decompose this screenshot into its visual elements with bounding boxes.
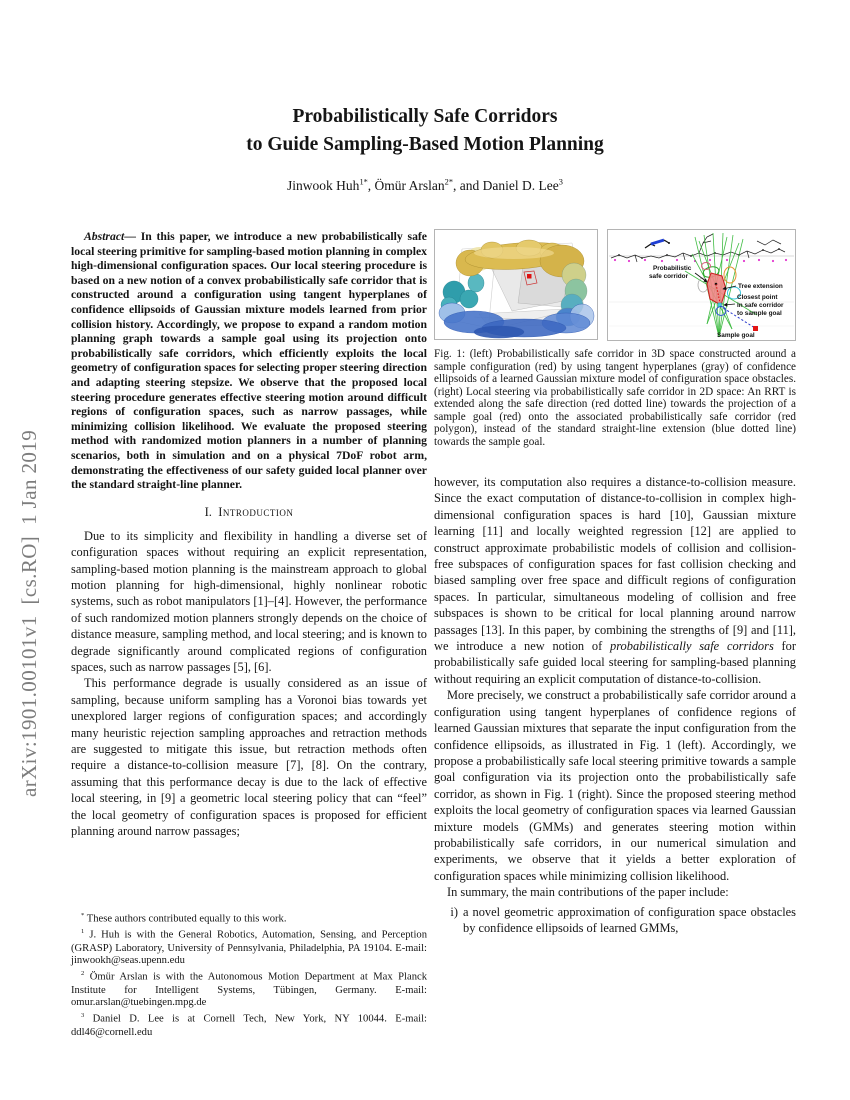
label-probabilistic-safe-corridor-line1: Probabilistic bbox=[653, 265, 692, 272]
figure-1-right-panel-2d-steering bbox=[607, 229, 796, 341]
label-tree-extension: Tree extension bbox=[738, 283, 783, 290]
abstract: Abstract— In this paper, we introduce a new probabilistically safe local steering primitive for sampling-based motion planning in complex high-dimensional configuration spaces. Our local steering procedure is based on a new notion of a convex probabilistically safe corridor that is constructed around a configuration using tangent hyperplanes of confidence ellipsoids of Gaussian mixture models learned from prior collision history. Accordingly, we propose to expand a random motion planning graph towards a sample goal using its projection onto probabilistically safe corridors, which efficiently exploits the local geometry of configuration spaces for selecting proper steering direction and adapting steering stepsize. We observe that the proposed local steering procedure generates effective steering motion around difficult regions of configuration spaces, such as narrow passages, while minimizing collision likelihood. We evaluate the proposed steering method with randomized motion planners in a number of planning scenarios, both in simulation and on a physical 7DoF robot arm, demonstrating the effectiveness of our safety guided local planner over the standard straight-line planner. bbox=[71, 230, 427, 492]
figure-1 bbox=[434, 229, 796, 341]
label-sample-goal: Sample goal bbox=[717, 332, 755, 339]
label-closest-point-line2: in safe corridor bbox=[737, 302, 784, 309]
right-column bbox=[434, 229, 796, 936]
author-3: Daniel D. Lee$^3$ bbox=[482, 177, 563, 193]
abstract-label: Abstract bbox=[84, 230, 125, 243]
sample-goal-marker bbox=[753, 326, 758, 331]
sample-configuration-marker bbox=[527, 274, 532, 279]
closest-point-marker bbox=[718, 303, 722, 307]
label-closest-point-line1: Closest point bbox=[737, 294, 778, 301]
arxiv-watermark: arXiv:1901.00101v1 [cs.RO] 1 Jan 2019 bbox=[17, 429, 41, 797]
footnote-author-3: $^3$ Daniel D. Lee is at Cornell Tech, New York, NY 10044. E-mail: ddl46@cornell.edu bbox=[71, 1012, 427, 1038]
author-2: Ömür Arslan$^{2*}$, and bbox=[374, 177, 483, 193]
footnote-author-2: $^2$ Ömür Arslan is with the Autonomous Motion Department at Max Planck Institute for Intelligent Systems, Tübingen, Germany. E-mail: omur.arslan@tuebingen.mpg.de bbox=[71, 970, 427, 1009]
label-probabilistic-safe-corridor-line2: safe corridor bbox=[649, 273, 689, 280]
intro-paragraph-1: Due to its simplicity and flexibility in handling a diverse set of configuration spaces without requiring an explicit representation, sampling-based motion planning is the mainstream approach to global motion planning for high-dimensional, highly nonlinear robotic systems, such as robot manipulators [1]–[4]. However, the performance of such randomized motion planners strongly depends on the choice of distance measure, sampling method, and local steering; and is known to degrade significantly around complicated regions of configuration spaces, such as narrow passages [5], [6]. bbox=[71, 528, 427, 674]
left-column bbox=[71, 230, 427, 839]
body-paragraph-2: More precisely, we construct a probabilistically safe corridor around a configuration using tangent hyperplanes of confidence regions of learned Gaussian mixtures that separate the input configuration from the confidence ellipsoids, as illustrated in Fig. 1 (left). Accordingly, we propose a probabilistically safe local steering primitive towards a sample goal configuration via its projection onto the probabilistically safe corridor, as shown in Fig. 1 (right). Since the proposed steering method exploits the local geometry of configuration spaces via learned Gaussian mixture models (GMMs) and generates steering motion within probabilistically safe corridors, in our numerical simulation and experiments, we observe that it yields a better exploration of configuration spaces while minimizing collision likelihood. bbox=[434, 688, 796, 883]
body-paragraph-1: however, its computation also requires a distance-to-collision measure. Since the exact computation of distance-to-collision in complex high-dimensional configuration spaces is hard [10], Gaussian mixture learning [11] and locally weighted regression [12] are applied to construct approximate probabilistic models of collision and collision-free subspaces of configuration spaces for fast collision checking and biased sampling over free space and difficult regions of configuration spaces. In particular, simultaneous modeling of collision and free subspaces is shown to be critical for local planning around narrow passages [13]. In this paper, by combining the strengths of [9] and [11], we introduce a new notion of probabilistically safe corridors for probabilistically safe guided local steering for sampling-based planning without requiring an explicit computation of distance-to-collision. bbox=[434, 475, 796, 686]
footnote-equal-contribution: * These authors contributed equally to this work. bbox=[81, 912, 287, 925]
label-closest-point-line3: to sample goal bbox=[737, 310, 782, 317]
paper-title-line1: Probabilistically Safe Corridors bbox=[292, 106, 558, 127]
author-line bbox=[0, 177, 850, 194]
paper-title-line2: to Guide Sampling-Based Motion Planning bbox=[246, 134, 604, 155]
figure-1-left-panel-3d-corridor bbox=[434, 229, 598, 340]
footnote-author-1: $^1$ J. Huh is with the General Robotics, Automation, Sensing, and Perception (GRASP) Laboratory, University of Pennsylvania, Philadelphia, PA 19104. E-mail: jinwookh@seas.upenn.edu bbox=[71, 928, 427, 967]
figure-1-caption: Fig. 1: (left) Probabilistically safe corridor in 3D space constructed around a sample configuration (red) by using tangent hyperplanes (gray) of confidence ellipsoids of a learned Gaussian mixture model of configuration space obstacles. (right) Local steering via probabilistically safe corridor in 2D space: An RRT is extended along the safe direction (red dotted line) towards the projection of a sample goal (red) onto the associated probabilistically safe corridor (red polygon), instead of the standard straight-line extension (blue dotted line) towards the sample goal. bbox=[434, 348, 796, 448]
intro-paragraph-2: This performance degrade is usually considered as an issue of sampling, because uniform sampling has a Voronoi bias towards yet unexplored larger regions of configuration spaces; and accordingly many heuristic rejection sampling approaches and retraction methods are suggested to mitigate this issue, but retraction methods often require a distance-to-collision measure [7], [8]. On the contrary, assuming that this performance decay is due to the lack of effective local steering, in [9] a geometric local steering policy that can “feel” the local geometry of configuration spaces is proposed for efficient planning around narrow passages; bbox=[71, 676, 427, 838]
footnotes bbox=[71, 910, 427, 1039]
section-heading-introduction: I. Introduction bbox=[204, 504, 294, 519]
contribution-list-item-1: i) a novel geometric approximation of configuration space obstacles by confidence ellipsoids of learned GMMs, bbox=[450, 904, 796, 935]
author-1: Jinwook Huh$^{1*}$, bbox=[287, 177, 375, 193]
body-paragraph-3: In summary, the main contributions of the paper include: bbox=[447, 885, 729, 900]
paper-title bbox=[0, 103, 850, 159]
